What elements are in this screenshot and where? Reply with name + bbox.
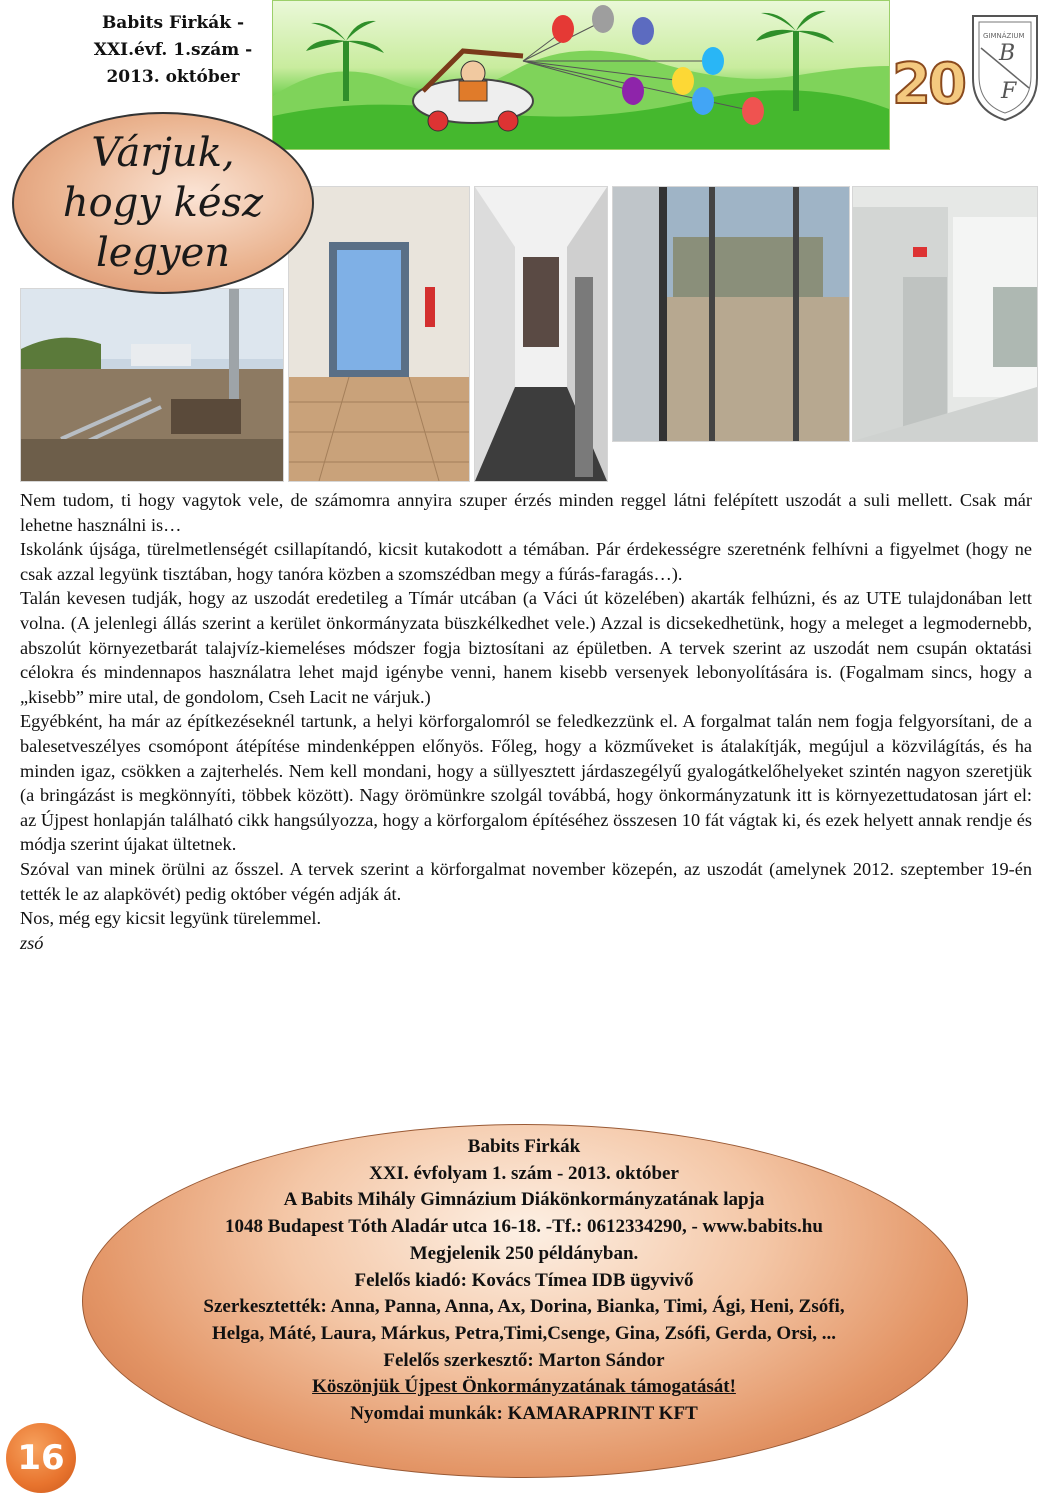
article-paragraph: Egyébként, ha már az építkezéseknél tartunk, a helyi körforgalomról se feledkezzünk el. A forgalmat talán nem fogja felgyorsítani, de a balesetveszélyes csomópont átépítése mindenképpen előnyös. Főleg, hogy a közműveket is átalakítják, megújul a közvilágítás, és ha minden igaz, csökken a zajterhelés. Nem kell mondani, hogy a süllyesztett járdaszegélyű gyalogátkelőhelyeket szintén nagyon szeretjük (a bringázást is megkönnyíti, többek között). Nagy örömünkre szolgál továbbá, hogy önkormányzatunk itt is környezettudatosan járt el: az Újpest honlapján található cikk hangsúlyozza, hogy a körforgalom építéséhez összesen 10 fát vágtak ki, és ezek helyett annak rendje és módja szerint újakat ültetnek. [20,711,1032,855]
photo-tiled-hallway [288,186,470,482]
article-paragraph: Nos, még egy kicsit legyünk türelemmel. [20,908,322,929]
imprint-thanks: Köszönjük Újpest Önkormányzatának támogatását! [312,1376,736,1398]
article-paragraph: Talán kevesen tudják, hogy az uszodát eredetileg a Tímár utcában (a Váci út közelében) akarták felhúzni, és az UTE tulajdonában lett volna. (A jelenlegi állás szerint a kerület önkormányzata büszkélkedhet vele.) Azzal is dicsekedhetünk, hogy a meleget a legmodernebb, abszolút környezetbarát talajvíz-kiemeléses módszer fogja biztosítani az épületben. A tervek szerint az uszodát nem csupán oktatási célokra és mindennapos használatra lehet majd igénybe venni, hanem kisebb versenyek lebonyolítására is. (Fogalmam sincs, hogy a „kisebb” mire utal, de gondolom, Cseh Lacit ne várjuk.) [20,588,1032,707]
masthead [78,10,268,91]
imprint-line: Szerkesztették: Anna, Panna, Anna, Ax, Dorina, Bianka, Timi, Ági, Heni, Zsófi, [203,1296,845,1318]
header-banner-illustration [272,0,890,150]
imprint-line: Felelős kiadó: Kovács Tímea IDB ügyvivő [354,1269,694,1291]
school-seal [965,8,1045,123]
seal-letter: F [1001,79,1017,104]
imprint-line: Helga, Máté, Laura, Márkus, Petra,Timi,Csenge, Gina, Zsófi, Gerda, Orsi, ... [212,1322,836,1344]
imprint-line: Felelős szerkesztő: Marton Sándor [383,1349,665,1371]
masthead-line: 2013. október [106,67,240,87]
article-signature: zsó [20,932,44,953]
issue-marker: 20 [892,52,964,117]
seal-text: GIMNÁZIUM [983,32,1025,40]
photo-construction-site [20,288,284,482]
imprint-line: Megjelenik 250 példányban. [409,1242,639,1264]
imprint-line: 1048 Budapest Tóth Aladár utca 16-18. -Tf.: 0612334290, - www.babits.hu [225,1216,823,1238]
article-title: Várjuk, hogy kész legyen [62,130,264,276]
seal-letter: B [999,41,1016,66]
article-title-badge [12,112,314,294]
photo-glass-door [612,186,850,442]
article-paragraph: Iskolánk újsága, türelmetlenségét csillapítandó, kicsit kutakodott a témában. Pár érdekességre szeretnénk felhívni a figyelmet (hogy ne csak azzal legyünk tisztában, hogy tanóra közben a szomszédban megy a fúrás-faragás…). [20,539,1032,584]
photo-interior-doorway [852,186,1038,442]
imprint [82,1134,966,1428]
article-paragraph: Nem tudom, ti hogy vagytok vele, de számomra annyira szuper érzés minden reggel látni felépített uszodát a suli mellett. Csak már lehetne használni is… [20,490,1032,535]
page-number: 16 [6,1423,76,1493]
article-paragraph: Szóval van minek örülni az ősszel. A tervek szerint a körforgalmat november közepén, az uszodát (amelynek 2012. szeptember 19-én tették le az alapkövét) pedig október végén adják át. [20,858,1032,904]
imprint-line: XXI. évfolyam 1. szám - 2013. október [369,1162,679,1184]
article-body [20,488,1032,955]
masthead-line: Babits Firkák - [101,13,245,33]
photo-corridor [474,186,608,482]
imprint-printer: Nyomdai munkák: KAMARAPRINT KFT [350,1403,698,1425]
masthead-line: XXI.évf. 1.szám - [93,40,253,60]
imprint-line: A Babits Mihály Gimnázium Diákönkormányzatának lapja [283,1189,765,1211]
imprint-line: Babits Firkák [467,1136,581,1157]
